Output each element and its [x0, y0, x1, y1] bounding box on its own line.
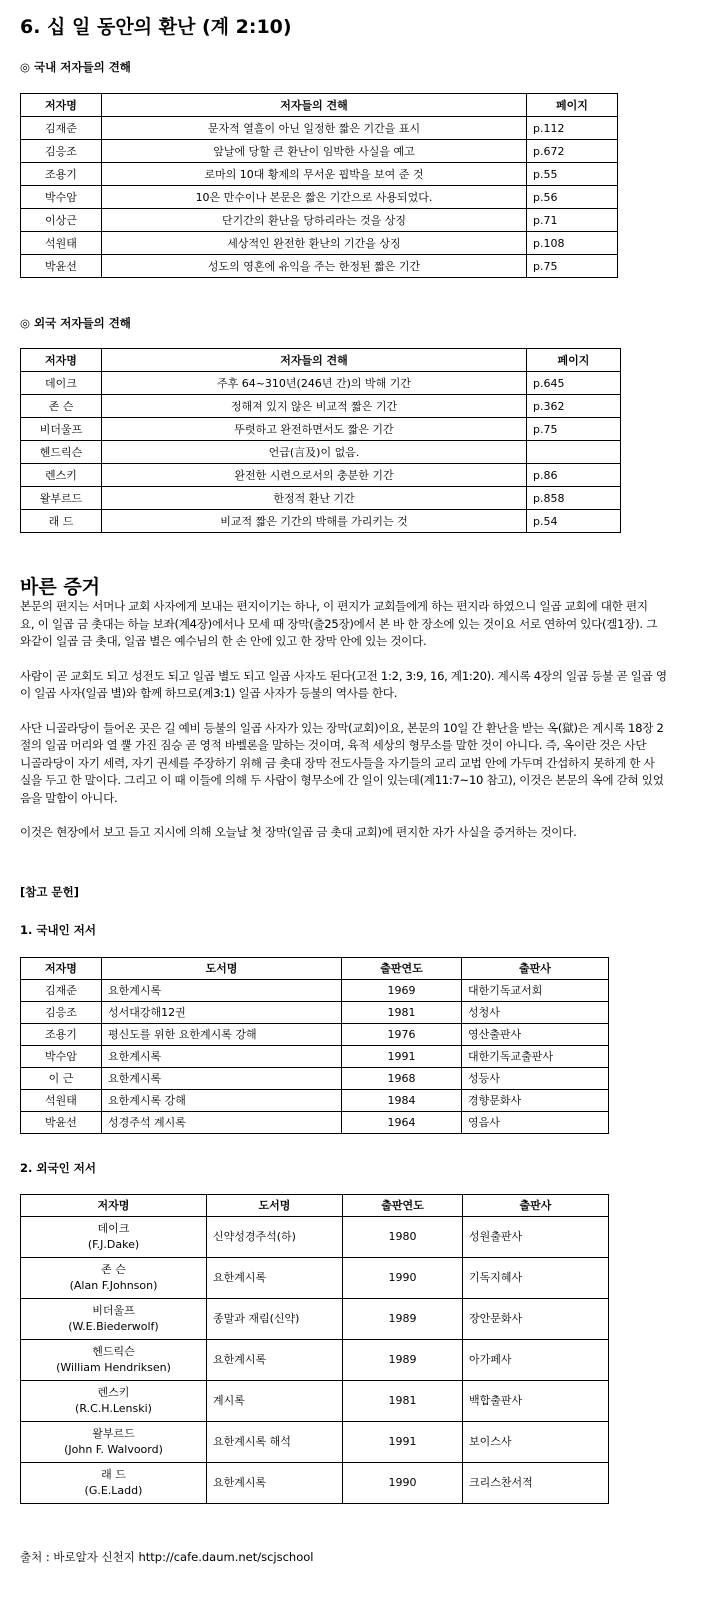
table-row [21, 255, 618, 278]
author-cell [21, 1381, 207, 1422]
publisher-cell: 성등사 [462, 1068, 609, 1090]
col-publisher: 출판사 [462, 958, 609, 980]
table-row [21, 1024, 609, 1046]
col-year: 출판연도 [342, 958, 462, 980]
view-cell: 뚜렷하고 완전하면서도 짧은 기간 [102, 418, 527, 441]
publisher-cell: 경향문화사 [462, 1090, 609, 1112]
book-cell: 요한계시록 [102, 1068, 342, 1090]
table-row [21, 163, 618, 186]
year-cell: 1991 [343, 1422, 463, 1463]
table-row [21, 980, 609, 1002]
table-row [21, 140, 618, 163]
page-cell: p.108 [527, 232, 618, 255]
author-cell: 박수암 [21, 1046, 102, 1068]
author-cell: 김재준 [21, 980, 102, 1002]
view-cell: 완전한 시련으로서의 충분한 기간 [102, 464, 527, 487]
book-cell: 요한계시록 [207, 1463, 343, 1504]
col-book: 도서명 [102, 958, 342, 980]
publisher-cell: 성청사 [462, 1002, 609, 1024]
paragraph [20, 720, 710, 808]
table-row [21, 1463, 609, 1504]
col-publisher: 출판사 [463, 1195, 609, 1217]
table-row [21, 117, 618, 140]
table-row [21, 418, 621, 441]
paragraph-line: 이 일곱 사자(일곱 별)와 함께 하므로(계3:1) 일곱 사자가 등불의 역사를 한다. [20, 686, 398, 700]
author-korean-name: 헨드릭슨 [92, 1345, 135, 1358]
view-cell: 문자적 열흘이 아닌 일정한 짧은 기간을 표시 [102, 117, 527, 140]
view-cell: 성도의 영혼에 유익을 주는 한정된 짧은 기간 [102, 255, 527, 278]
author-original-name: (G.E.Ladd) [84, 1484, 143, 1497]
book-cell: 요한계시록 [102, 1046, 342, 1068]
col-year: 출판연도 [343, 1195, 463, 1217]
view-cell: 로마의 10대 황제의 무서운 핍박을 보여 준 것 [102, 163, 527, 186]
table-row [21, 372, 621, 395]
domestic-heading: ◎ 국내 저자들의 견해 [20, 60, 131, 74]
author-cell: 김응조 [21, 140, 102, 163]
author-cell [21, 1299, 207, 1340]
author-cell: 조용기 [21, 163, 102, 186]
author-original-name: (R.C.H.Lenski) [75, 1402, 152, 1415]
col-author: 저자명 [21, 1195, 207, 1217]
table-row [21, 209, 618, 232]
table-row [21, 1299, 609, 1340]
book-cell: 요한계시록 강해 [102, 1090, 342, 1112]
book-cell: 계시록 [207, 1381, 343, 1422]
author-cell: 김응조 [21, 1002, 102, 1024]
domestic-views-table [20, 93, 618, 278]
table-header-row [21, 94, 618, 117]
paragraph-line: 사람이 곧 교회도 되고 성전도 되고 일곱 별도 되고 일곱 사자도 된다(고전 1:2, 3:9, 16, 계1:20). 계시록 4장의 일곱 등불 곧 일곱 영 [20, 668, 667, 683]
author-cell: 석원태 [21, 232, 102, 255]
view-cell: 한정적 환난 기간 [102, 487, 527, 510]
author-cell: 비더울프 [21, 418, 102, 441]
view-cell: 10은 만수이나 본문은 짧은 기간으로 사용되었다. [102, 186, 527, 209]
author-korean-name: 데이크 [97, 1222, 130, 1235]
view-cell: 단기간의 환난을 당하리라는 것을 상징 [102, 209, 527, 232]
year-cell: 1981 [342, 1002, 462, 1024]
table-row [21, 232, 618, 255]
year-cell: 1964 [342, 1112, 462, 1134]
table-row [21, 464, 621, 487]
publisher-cell: 영음사 [462, 1112, 609, 1134]
year-cell: 1984 [342, 1090, 462, 1112]
author-korean-name: 존 슨 [101, 1263, 126, 1276]
page-title: 6. 십 일 동안의 환난 (계 2:10) [20, 16, 292, 38]
page-cell: p.672 [527, 140, 618, 163]
paragraph [20, 668, 710, 703]
view-cell: 언급(言及)이 없음. [102, 441, 527, 464]
references-heading: [참고 문헌] [20, 885, 79, 899]
author-original-name: (John F. Walvoord) [64, 1443, 163, 1456]
page-cell: p.75 [527, 255, 618, 278]
page-cell: p.55 [527, 163, 618, 186]
foreign-books-heading: 2. 외국인 저서 [20, 1161, 96, 1175]
table-row [21, 186, 618, 209]
author-cell: 박수암 [21, 186, 102, 209]
year-cell: 1990 [343, 1463, 463, 1504]
table-row [21, 1258, 609, 1299]
foreign-heading: ◎ 외국 저자들의 견해 [20, 316, 131, 330]
table-row [21, 395, 621, 418]
year-cell: 1989 [343, 1340, 463, 1381]
year-cell: 1981 [343, 1381, 463, 1422]
page-cell: p.75 [527, 418, 621, 441]
paragraph-line: 실을 두고 한 말이다. 그리고 이 때 이들에 의해 두 사람이 형무소에 간 일이 있는데(계11:7~10 참고), 이것은 본문의 옥에 갇혀 있었 [20, 773, 664, 787]
col-author: 저자명 [21, 94, 102, 117]
author-korean-name: 왈부르드 [92, 1427, 135, 1440]
author-cell: 데이크 [21, 372, 102, 395]
page-cell: p.112 [527, 117, 618, 140]
table-row [21, 1381, 609, 1422]
paragraph-line: 이것은 현장에서 보고 듣고 지시에 의해 오늘날 첫 장막(일곱 금 촛대 교회)에 편지한 자가 사실을 증거하는 것이다. [20, 825, 577, 839]
page-cell: p.54 [527, 510, 621, 533]
source-line: 출처 : 바로알자 신천지 http://cafe.daum.net/scjschool [20, 1550, 314, 1564]
year-cell: 1969 [342, 980, 462, 1002]
author-cell: 박윤선 [21, 1112, 102, 1134]
paragraph-line: 니골라당이 자기 세력, 자기 권세를 주장하기 위해 금 촛대 장막 전도사들을 자기들의 교리 교법 안에 가두며 간섭하지 못하게 한 사 [20, 755, 655, 770]
view-cell: 주후 64~310년(246년 간)의 박해 기간 [102, 372, 527, 395]
page-cell: p.362 [527, 395, 621, 418]
author-cell [21, 1258, 207, 1299]
paragraph [20, 598, 710, 651]
author-cell: 박윤선 [21, 255, 102, 278]
book-cell: 요한계시록 [207, 1258, 343, 1299]
book-cell: 성경주석 계시록 [102, 1112, 342, 1134]
author-cell: 김재준 [21, 117, 102, 140]
col-author: 저자명 [21, 349, 102, 372]
author-korean-name: 렌스키 [97, 1386, 130, 1399]
author-original-name: (Alan F.Johnson) [69, 1279, 158, 1292]
table-row [21, 1090, 609, 1112]
paragraph-line: 본문의 편지는 서머나 교회 사자에게 보내는 편지이기는 하나, 이 편지가 교회들에게 하는 편지라 하였으니 일곱 교회에 대한 편지 [20, 599, 648, 613]
book-cell: 성서대강해12권 [102, 1002, 342, 1024]
author-cell: 래 드 [21, 510, 102, 533]
paragraph-line: 사단 니골라당이 들어온 곳은 길 예비 등불의 일곱 사자가 있는 장막(교회)이요, 본문의 10일 간 환난을 받는 옥(獄)은 계시록 18장 2 [20, 720, 664, 735]
book-cell: 종말과 재림(신약) [207, 1299, 343, 1340]
publisher-cell: 보이스사 [463, 1422, 609, 1463]
page-cell: p.645 [527, 372, 621, 395]
domestic-books-heading: 1. 국내인 저서 [20, 923, 96, 937]
publisher-cell: 대한기독교출판사 [462, 1046, 609, 1068]
publisher-cell: 백합출판사 [463, 1381, 609, 1422]
book-cell: 요한계시록 [102, 980, 342, 1002]
paragraph-line: 음을 말함이 아니다. [20, 790, 118, 805]
table-row [21, 1046, 609, 1068]
author-cell: 조용기 [21, 1024, 102, 1046]
author-cell: 석원태 [21, 1090, 102, 1112]
author-cell [21, 1463, 207, 1504]
table-row [21, 1112, 609, 1134]
page-cell: p.858 [527, 487, 621, 510]
author-cell: 렌스키 [21, 464, 102, 487]
author-korean-name: 비더울프 [92, 1304, 135, 1317]
author-cell [21, 1422, 207, 1463]
author-cell: 헨드릭슨 [21, 441, 102, 464]
publisher-cell: 크리스찬서적 [463, 1463, 609, 1504]
year-cell: 1991 [342, 1046, 462, 1068]
book-cell: 요한계시록 [207, 1340, 343, 1381]
view-cell: 비교적 짧은 기간의 박해를 가리키는 것 [102, 510, 527, 533]
foreign-books-table [20, 1194, 609, 1504]
table-header-row [21, 349, 621, 372]
author-original-name: (F.J.Dake) [87, 1238, 140, 1251]
table-row [21, 1422, 609, 1463]
book-cell: 요한계시록 해석 [207, 1422, 343, 1463]
paragraph-line: 요, 이 일곱 금 촛대는 하늘 보좌(계4장)에서나 모세 때 장막(출25장)에서 본 바 한 장소에 있는 것이요 서로 연하여 있다(겔1장). 그 [20, 616, 658, 631]
year-cell: 1976 [342, 1024, 462, 1046]
table-row [21, 487, 621, 510]
table-row [21, 441, 621, 464]
table-row [21, 1217, 609, 1258]
table-row [21, 1068, 609, 1090]
view-cell: 정해져 있지 않은 비교적 짧은 기간 [102, 395, 527, 418]
author-cell [21, 1340, 207, 1381]
publisher-cell: 성원출판사 [463, 1217, 609, 1258]
table-row [21, 510, 621, 533]
book-cell: 신약성경주석(하) [207, 1217, 343, 1258]
foreign-views-table [20, 348, 621, 533]
col-page: 페이지 [527, 349, 621, 372]
col-author: 저자명 [21, 958, 102, 980]
author-cell: 존 슨 [21, 395, 102, 418]
view-cell: 세상적인 완전한 환난의 기간을 상징 [102, 232, 527, 255]
col-view: 저자들의 견해 [102, 349, 527, 372]
publisher-cell: 아가페사 [463, 1340, 609, 1381]
paragraph-line: 절의 일곱 머리와 열 뿔 가진 짐승 곧 영적 바벨론을 말하는 것이며, 육적 세상의 형무소를 말한 것이 아니다. 즉, 옥이란 것은 사단 [20, 738, 647, 752]
publisher-cell: 기독지혜사 [463, 1258, 609, 1299]
paragraph [20, 824, 710, 842]
author-original-name: (W.E.Biederwolf) [68, 1320, 159, 1333]
evidence-heading: 바른 증거 [20, 576, 101, 598]
author-korean-name: 래 드 [101, 1468, 126, 1481]
table-row [21, 1340, 609, 1381]
author-cell: 이 근 [21, 1068, 102, 1090]
year-cell: 1980 [343, 1217, 463, 1258]
year-cell: 1989 [343, 1299, 463, 1340]
book-cell: 평신도를 위한 요한계시록 강해 [102, 1024, 342, 1046]
page-cell: p.56 [527, 186, 618, 209]
publisher-cell: 영산출판사 [462, 1024, 609, 1046]
year-cell: 1990 [343, 1258, 463, 1299]
view-cell: 앞날에 당할 큰 환난이 임박한 사실을 예고 [102, 140, 527, 163]
col-view: 저자들의 견해 [102, 94, 527, 117]
page-cell: p.86 [527, 464, 621, 487]
table-header-row [21, 958, 609, 980]
author-cell: 이상근 [21, 209, 102, 232]
page-cell [527, 441, 621, 464]
evidence-body [20, 598, 710, 842]
year-cell: 1968 [342, 1068, 462, 1090]
domestic-books-table [20, 957, 609, 1134]
paragraph-line: 와같이 일곱 금 촛대, 일곱 별은 예수님의 한 손 안에 있고 한 장막 안에 있는 것이다. [20, 634, 427, 648]
page-cell: p.71 [527, 209, 618, 232]
publisher-cell: 대한기독교서회 [462, 980, 609, 1002]
author-cell: 왈부르드 [21, 487, 102, 510]
author-original-name: (William Hendriksen) [56, 1361, 171, 1374]
col-page: 페이지 [527, 94, 618, 117]
author-cell [21, 1217, 207, 1258]
table-row [21, 1002, 609, 1024]
table-header-row [21, 1195, 609, 1217]
publisher-cell: 장안문화사 [463, 1299, 609, 1340]
col-book: 도서명 [207, 1195, 343, 1217]
